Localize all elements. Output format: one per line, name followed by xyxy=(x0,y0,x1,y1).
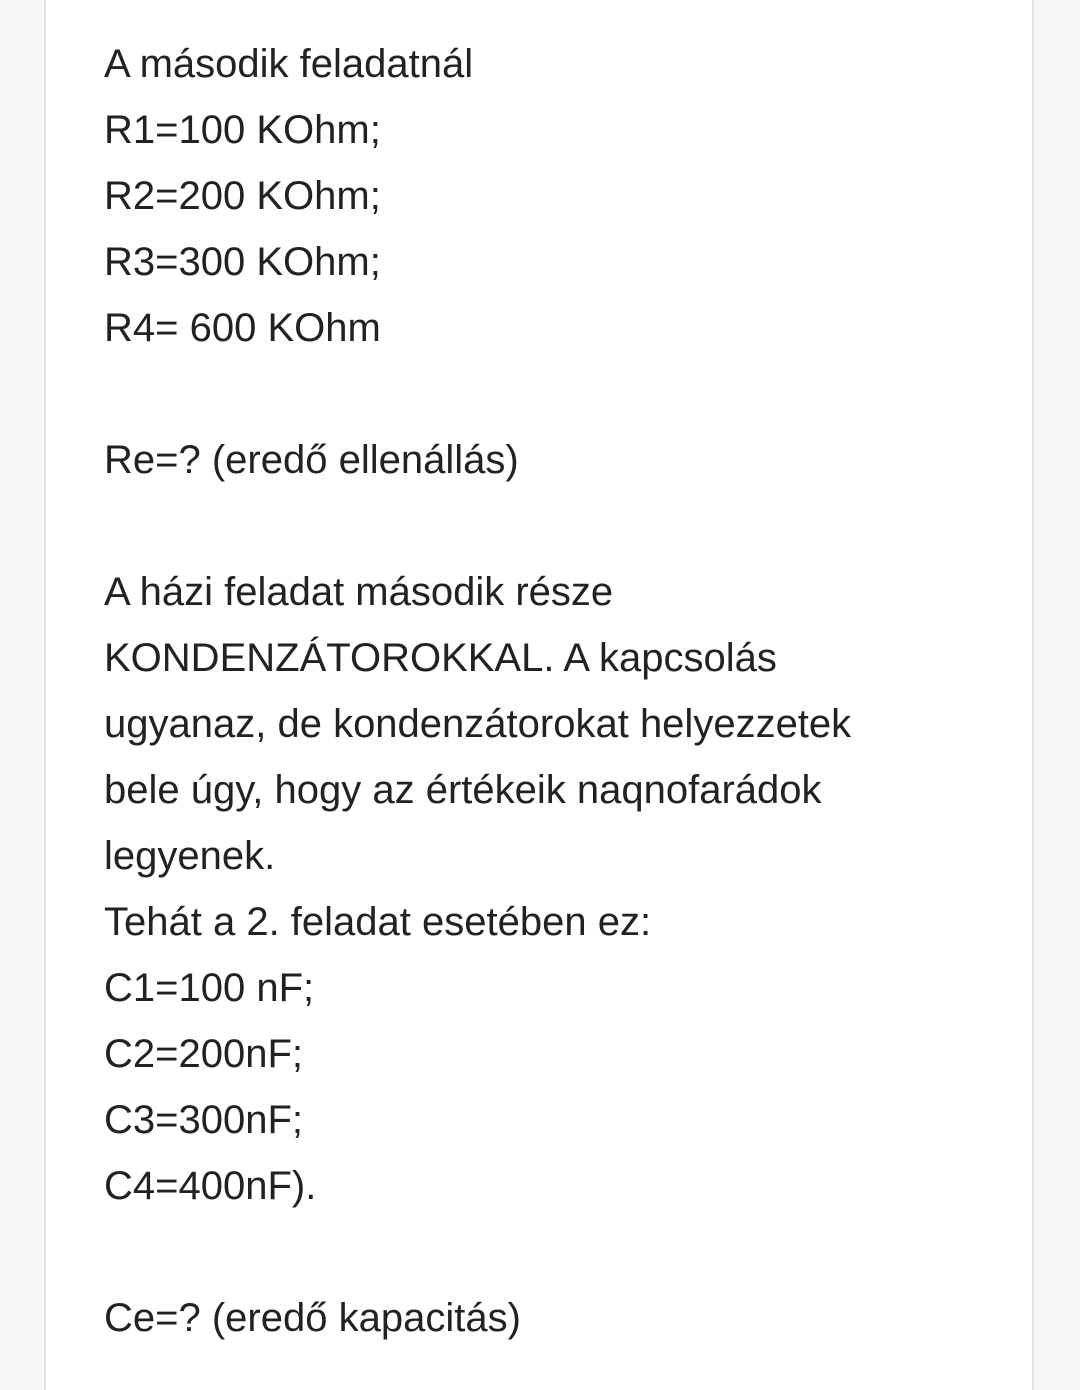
blank-line xyxy=(104,361,1004,427)
text-line: ugyanaz, de kondenzátorokat helyezzetek xyxy=(104,702,852,746)
text-line: KONDENZÁTOROKKAL. A kapcsolás xyxy=(104,636,777,680)
text-line: A második feladatnál xyxy=(104,42,474,86)
text-line: C1=100 nF; xyxy=(104,966,315,1010)
text-line: R4= 600 KOhm xyxy=(104,306,381,350)
text-line: bele úgy, hogy az értékeik naqnofarádok xyxy=(104,768,822,812)
text-line: Re=? (eredő ellenállás) xyxy=(104,438,519,482)
text-line: R3=300 KOhm; xyxy=(104,240,381,284)
text-line: R2=200 KOhm; xyxy=(104,174,381,218)
text-line: Ce=? (eredő kapacitás) xyxy=(104,1296,521,1340)
blank-line xyxy=(104,493,1004,559)
blank-line xyxy=(104,1219,1004,1285)
text-line: C3=300nF; xyxy=(104,1098,304,1142)
text-line: Tehát a 2. feladat esetében ez: xyxy=(104,900,652,944)
text-line: legyenek. xyxy=(104,834,276,878)
post-body xyxy=(104,31,1004,1351)
text-line: C2=200nF; xyxy=(104,1032,304,1076)
text-line: R1=100 KOhm; xyxy=(104,108,381,152)
post-card xyxy=(44,0,1034,1390)
text-line: C4=400nF). xyxy=(104,1164,317,1208)
text-line: A házi feladat második része xyxy=(104,570,614,614)
